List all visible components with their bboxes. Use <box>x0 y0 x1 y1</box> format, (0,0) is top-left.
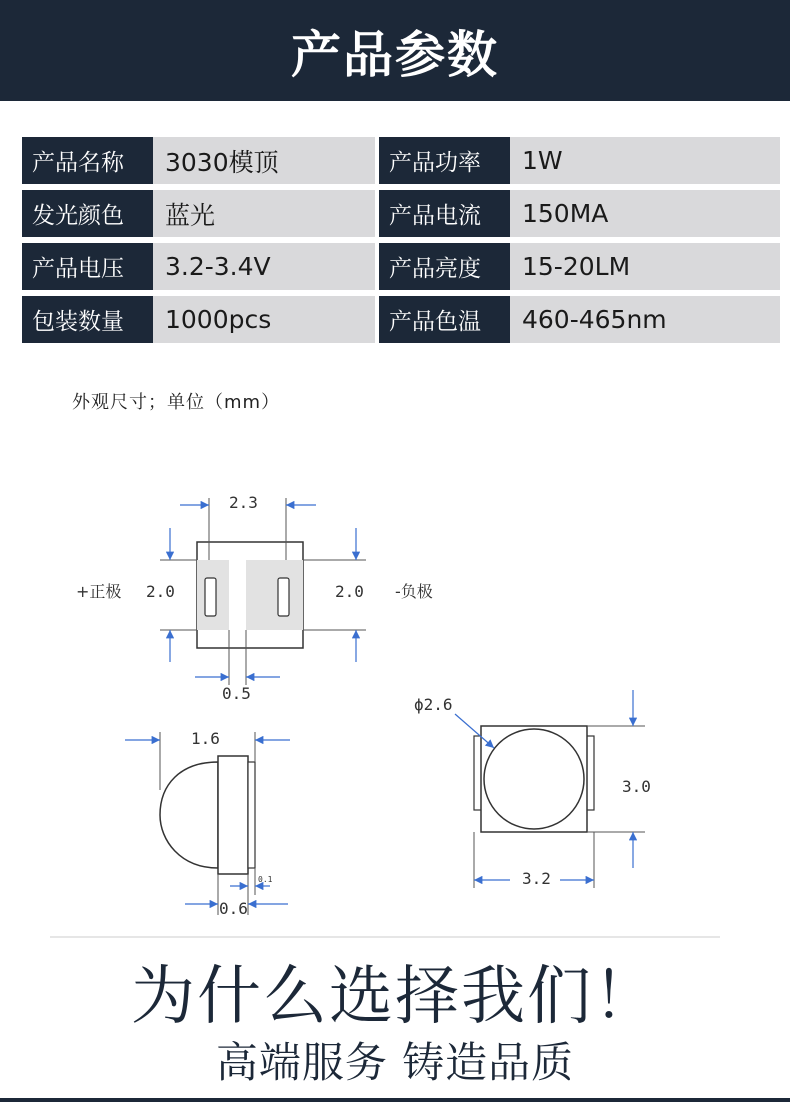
param-value: 15-20LM <box>510 243 780 290</box>
param-value: 1W <box>510 137 780 184</box>
param-value: 3030模顶 <box>153 137 375 184</box>
param-label: 产品亮度 <box>379 243 510 290</box>
param-label: 包装数量 <box>22 296 153 343</box>
side-view <box>125 729 290 918</box>
dim-lens-diameter: ϕ2.6 <box>414 695 453 714</box>
param-label: 产品名称 <box>22 137 153 184</box>
dim-side-base: 0.6 <box>219 899 248 918</box>
front-view <box>414 690 651 888</box>
header-banner <box>0 0 790 101</box>
table-row <box>22 243 780 290</box>
parameter-table <box>22 137 780 349</box>
param-label: 产品电压 <box>22 243 153 290</box>
bottom-bar <box>0 1098 790 1102</box>
table-row <box>22 190 780 237</box>
param-label: 产品功率 <box>379 137 510 184</box>
dim-pad-gap: 0.5 <box>222 684 251 703</box>
dim-side-step: 0.1 <box>258 875 273 884</box>
param-value: 460-465nm <box>510 296 780 343</box>
positive-label: +正极 <box>76 582 122 601</box>
why-choose-us-heading: 为什么选择我们！ <box>131 960 659 1034</box>
param-value: 150MA <box>510 190 780 237</box>
dim-top-width: 2.3 <box>229 493 258 512</box>
param-label: 产品色温 <box>379 296 510 343</box>
param-label: 产品电流 <box>379 190 510 237</box>
divider <box>50 936 720 938</box>
dim-body-height: 3.0 <box>622 777 651 796</box>
param-label: 发光颜色 <box>22 190 153 237</box>
dim-left-height: 2.0 <box>146 582 175 601</box>
negative-label: -负极 <box>395 582 433 601</box>
table-row <box>22 137 780 184</box>
param-value: 蓝光 <box>153 190 375 237</box>
slogan: 高端服务 铸造品质 <box>215 1038 575 1087</box>
dimension-drawing <box>0 470 790 930</box>
param-value: 3.2-3.4V <box>153 243 375 290</box>
dimensions-caption: 外观尺寸；单位（mm） <box>72 392 281 413</box>
dim-side-width: 1.6 <box>191 729 220 748</box>
dim-right-height: 2.0 <box>335 582 364 601</box>
dim-body-width: 3.2 <box>522 869 551 888</box>
top-view <box>76 493 433 703</box>
table-row <box>22 296 780 343</box>
page-title: 产品参数 <box>291 25 499 84</box>
param-value: 1000pcs <box>153 296 375 343</box>
